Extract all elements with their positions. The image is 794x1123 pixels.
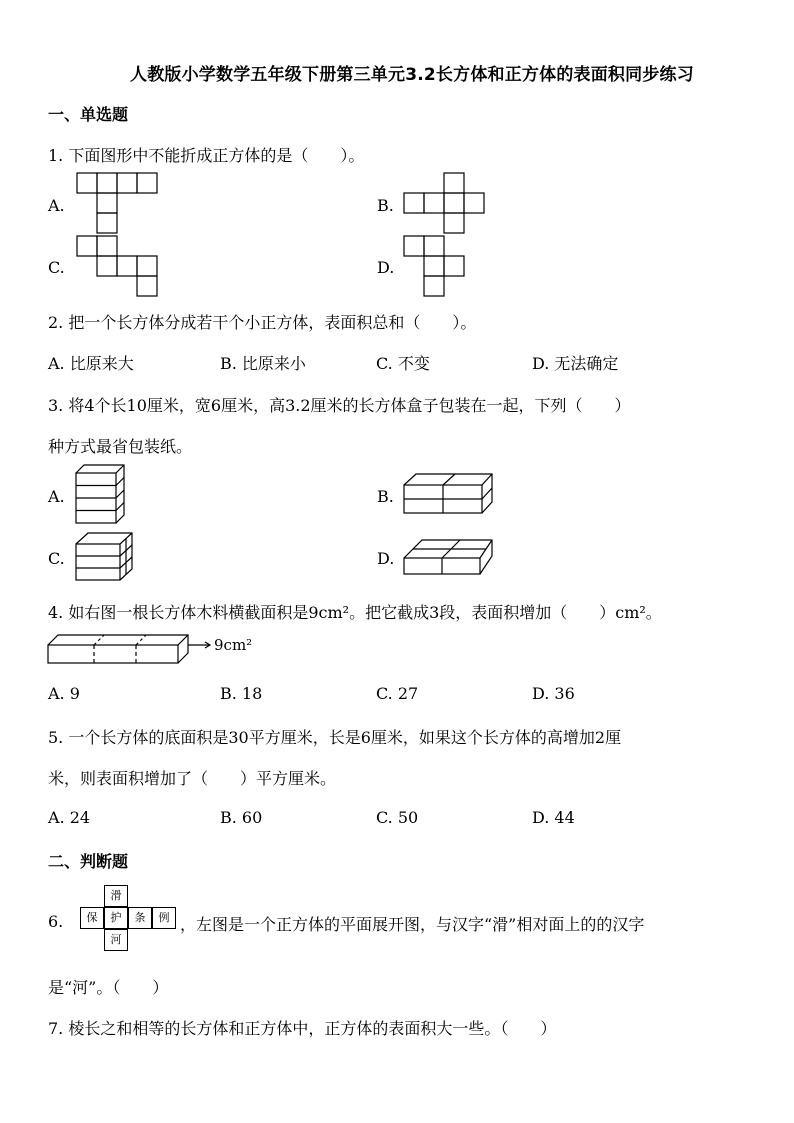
q3-box-stack-c-figure (74, 530, 138, 582)
net-cell-row-1: 保 (80, 907, 104, 929)
question-3-stem-line2: 种方式最省包装纸。 (48, 437, 193, 456)
net-cell-row-2: 护 (104, 907, 128, 929)
q1-option-b-label[interactable]: B. (377, 196, 394, 215)
q2-option-c[interactable]: C. 不变 (376, 354, 430, 373)
q4-wood-beam-figure (46, 633, 216, 673)
question-1-stem: 1. 下面图形中不能折成正方体的是（ ）。 (48, 146, 365, 165)
net-cell-row-4: 例 (152, 907, 176, 929)
q3-option-a-label[interactable]: A. (48, 487, 65, 506)
question-7-stem: 7. 棱长之和相等的长方体和正方体中，正方体的表面积大一些。（ ） (48, 1019, 557, 1038)
q2-option-d[interactable]: D. 无法确定 (532, 354, 619, 373)
question-6-stem-line2: 是“河”。（ ） (48, 978, 169, 997)
question-2-stem: 2. 把一个长方体分成若干个小正方体，表面积总和（ ）。 (48, 313, 477, 332)
net-cell-row-3: 条 (128, 907, 152, 929)
q2-option-a[interactable]: A. 比原来大 (48, 354, 134, 373)
q5-option-b[interactable]: B. 60 (220, 808, 263, 827)
q1-option-a-label[interactable]: A. (48, 196, 65, 215)
net-cell-top: 滑 (104, 885, 128, 907)
question-5-stem-line2: 米，则表面积增加了（ ）平方厘米。 (48, 769, 337, 788)
q1-option-d-label[interactable]: D. (377, 258, 395, 277)
q3-option-d-label[interactable]: D. (377, 549, 395, 568)
net-cell-bottom: 河 (104, 929, 128, 951)
q4-option-a[interactable]: A. 9 (48, 684, 80, 703)
q3-box-stack-d-figure (402, 538, 494, 578)
q3-box-stack-b-figure (402, 471, 494, 516)
question-6-stem-line1: ，左图是一个正方体的平面展开图，与汉字“滑”相对面上的的汉字 (180, 915, 645, 934)
q4-option-c[interactable]: C. 27 (376, 684, 419, 703)
question-5-stem-line1: 5. 一个长方体的底面积是30平方厘米，长是6厘米，如果这个长方体的高增加2厘 (48, 728, 622, 747)
q1-option-c-label[interactable]: C. (48, 258, 65, 277)
q4-option-b[interactable]: B. 18 (220, 684, 263, 703)
question-6-number: 6. (48, 912, 64, 931)
q3-box-stack-a-figure (74, 463, 134, 528)
q1-net-b-figure (400, 170, 490, 235)
q3-option-b-label[interactable]: B. (377, 487, 394, 506)
question-3-stem-line1: 3. 将4个长10厘米，宽6厘米，高3.2厘米的长方体盒子包装在一起，下列（ ） (48, 396, 631, 415)
q3-option-c-label[interactable]: C. (48, 549, 65, 568)
page-title: 人教版小学数学五年级下册第三单元3.2长方体和正方体的表面积同步练习 (130, 65, 694, 85)
q1-net-d-figure (400, 233, 490, 298)
q4-area-label: 9cm² (214, 636, 253, 654)
section-heading-true-false: 二、判断题 (48, 852, 129, 871)
q2-option-b[interactable]: B. 比原来小 (220, 354, 306, 373)
q5-option-a[interactable]: A. 24 (48, 808, 91, 827)
q5-option-d[interactable]: D. 44 (532, 808, 575, 827)
q1-net-c-figure (70, 233, 160, 298)
q4-option-d[interactable]: D. 36 (532, 684, 575, 703)
q1-net-a-figure (70, 170, 160, 235)
q5-option-c[interactable]: C. 50 (376, 808, 419, 827)
section-heading-single-choice: 一、单选题 (48, 105, 129, 124)
question-4-stem: 4. 如右图一根长方体木料横截面积是9cm²。把它截成3段，表面积增加（ ）cm²。 (48, 603, 662, 622)
